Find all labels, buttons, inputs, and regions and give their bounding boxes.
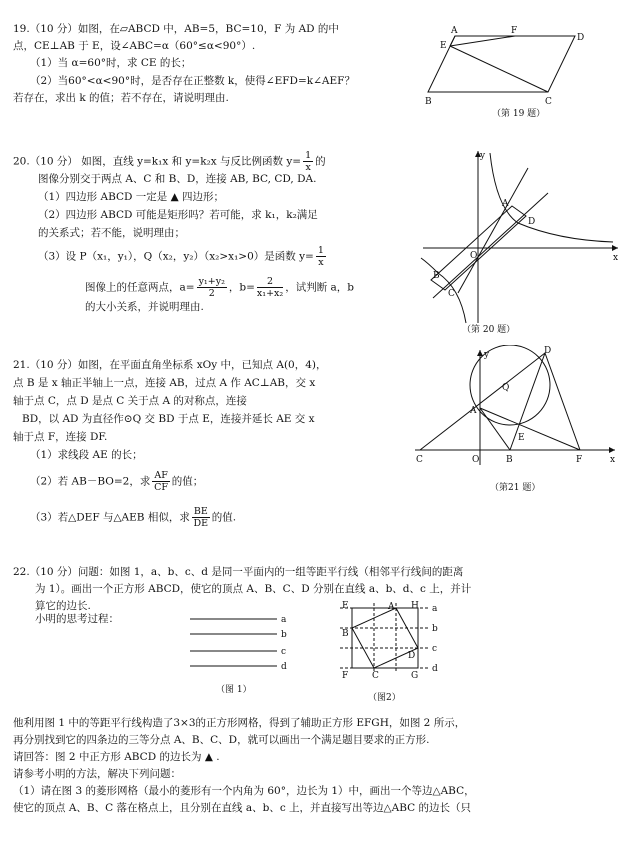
q20-frac-1: [303, 150, 313, 173]
q22-fig2-c: c: [432, 644, 438, 654]
q20-frac-2-den: x: [318, 257, 324, 268]
q20-line-6: [38, 245, 328, 268]
q20-frac-1-num: 1: [305, 150, 312, 161]
q20-frac-4: [257, 276, 283, 299]
q22-after-3: 请回答：图 2 中正方形 ABCD 的边长为 ▲ .: [13, 751, 220, 763]
q22-after-2: 再分别找到它的四条边的三等分点 A、B、C、D，就可以画出一个满足题目要求的正方形.: [13, 734, 430, 746]
q21-label-C: C: [416, 455, 423, 465]
q21-line-7-b: 的值；: [171, 475, 204, 488]
q22-fig2-C: C: [372, 671, 379, 680]
q21-line-2: 点 B 是 x 轴正半轴上一点，连接 AB，过点 A 作 AC⊥AB，交 x: [13, 377, 316, 389]
q20-label-D: D: [528, 217, 536, 227]
q20-label-O: O: [470, 251, 478, 261]
q21-frac-1-num: AF: [154, 470, 168, 481]
q20-line-7-a: 图像上的任意两点，a=: [85, 281, 195, 294]
q19-line-4: （2）当60°<α<90°时，是否存在正整数 k，使得∠EFD=k∠AEF？: [30, 75, 355, 87]
q21-frac-1: [152, 470, 169, 493]
q21-frac-2-num: BE: [193, 506, 208, 517]
q21-line-8-b: 的值.: [211, 511, 237, 524]
q22-line-3: 算它的边长.: [35, 600, 91, 612]
q22-fig1-c: c: [281, 647, 287, 657]
q19-label-F: F: [511, 26, 518, 36]
q21-label-F: F: [576, 455, 583, 465]
q19-caption: （第 19 题）: [492, 109, 546, 119]
q20-label-x: x: [613, 253, 619, 263]
q22-line-1: 22.（10 分）问题：如图 1，a、b、c、d 是同一平面内的一组等距平行线（相邻平行线间的距离: [13, 566, 464, 578]
q22-fig2: [330, 598, 445, 680]
q20-label-B: B: [433, 271, 440, 281]
q21-line-5: 轴于点 F，连接 DF.: [13, 431, 108, 443]
q20-line-7-b: ，b=: [228, 281, 255, 294]
q20-frac-3-num: y₁+y₂: [198, 276, 225, 287]
q22-after-1: 他利用图 1 中的等距平行线构造了3×3的正方形网格，得到了辅助正方形 EFGH，如图 2 所示，: [13, 717, 466, 729]
q21-caption: （第21 题）: [490, 483, 541, 493]
q22-fig2-D: D: [408, 651, 416, 661]
q22-fig2-G: G: [411, 671, 419, 680]
q20-line-7: [85, 276, 354, 299]
q20-line-3: （1）四边形 ABCD 一定是 ▲ 四边形；: [38, 191, 225, 203]
q20-line-1-end: 的: [315, 155, 326, 168]
q21-line-8: [30, 506, 236, 529]
q19-line-2: 点，CE⊥AB 于 E，设∠ABC=α（60°≤α<90°）.: [13, 40, 256, 52]
q21-label-O: O: [472, 455, 480, 465]
q20-label-y: y: [480, 151, 486, 161]
q21-line-1: 21.（10 分）如图，在平面直角坐标系 xOy 中，已知点 A(0，4)，: [13, 359, 327, 371]
q21-line-8-a: （3）若△DEF 与△AEB 相似，求: [30, 511, 190, 524]
q22-after-4: 请参考小明的方法，解决下列问题：: [13, 768, 181, 780]
q22-fig1: [185, 610, 295, 672]
q20-line-6-text: （3）设 P（x₁，y₁），Q（x₂，y₂）（x₂>x₁>0）是函数 y=: [38, 250, 314, 263]
q21-frac-2-den: DE: [193, 518, 209, 529]
q21-frac-2: [192, 506, 210, 529]
q22-fig1-a: a: [281, 615, 287, 625]
q21-line-7-a: （2）若 AB－BO=2，求: [30, 475, 151, 488]
q21-label-A: A: [470, 406, 477, 416]
q22-fig2-A: A: [388, 602, 395, 612]
q22-fig2-d: d: [432, 664, 438, 674]
q20-frac-4-den: x₁+x₂: [256, 288, 284, 299]
q22-fig2-E: E: [342, 601, 349, 611]
q20-label-C: C: [448, 289, 455, 299]
q20-line-4: （2）四边形 ABCD 可能是矩形吗？若可能，求 k₁，k₂满足: [38, 209, 318, 221]
q21-label-B: B: [506, 455, 513, 465]
q22-after-5: （1）请在图 3 的菱形网格（最小的菱形有一个内角为 60°，边长为 1）中，画出一个等边△ABC，: [13, 785, 475, 797]
q21-line-6: （1）求线段 AE 的长；: [30, 449, 143, 461]
q21-line-4: BD，以 AD 为直径作⊙Q 交 BD 于点 E，连接并延长 AE 交 x: [22, 413, 315, 425]
q20-line-5: 的关系式；若不能，说明理由；: [38, 227, 185, 239]
q20-frac-3-den: 2: [208, 288, 215, 299]
q22-fig2-F: F: [342, 671, 349, 680]
q20-frac-4-num: 2: [257, 276, 283, 288]
q20-caption: （第 20 题）: [462, 325, 516, 335]
q19-label-B: B: [425, 97, 432, 107]
q21-line-7: [30, 470, 203, 493]
q19-label-C: C: [545, 97, 552, 107]
q21-label-x: x: [610, 455, 616, 465]
q22-fig2-H: H: [411, 601, 419, 611]
q22-fig2-b: b: [432, 624, 438, 634]
q19-line-5: 若存在，求出 k 的值；若不存在，请说明理由.: [13, 92, 229, 104]
q20-label-A: A: [502, 199, 509, 209]
q19-label-E: E: [440, 41, 447, 51]
q20-line-7-c: ，试判断 a，b: [285, 281, 355, 294]
q20-frac-3: [197, 276, 227, 299]
q19-line-1: 19.（10 分）如图，在▱ABCD 中，AB=5，BC=10，F 为 AD 的中: [13, 23, 339, 35]
q22-line-4: 小明的思考过程：: [35, 613, 119, 625]
q19-label-A: A: [451, 26, 458, 36]
q20-line-8: 的大小关系，并说明理由.: [85, 301, 204, 313]
q20-frac-2-num: 1: [317, 245, 324, 256]
q19-label-D: D: [577, 33, 585, 43]
q22-fig2-B: B: [342, 629, 349, 639]
q22-fig1-caption: （图 1）: [216, 685, 252, 695]
q20-frac-1-den: x: [305, 162, 311, 173]
q21-figure: [410, 345, 620, 470]
q20-frac-2: [316, 245, 326, 268]
q20-line-2: 图像分别交于两点 A、C 和 B、D，连接 AB, BC, CD, DA.: [38, 173, 317, 185]
q22-line-2: 为 1）。画出一个正方形 ABCD，使它的顶点 A、B、C、D 分别在直线 a、b、d、c 上，并计: [35, 583, 472, 595]
q20-line-1-text: 20.（10 分） 如图，直线 y=k₁x 和 y=k₂x 与反比例函数 y=: [13, 155, 302, 168]
q21-label-y: y: [484, 350, 490, 360]
q20-line-1: [13, 150, 326, 173]
q22-fig2-caption: （图2）: [368, 693, 401, 703]
q22-after-6: 使它的顶点 A、B、C 落在格点上，且分别在直线 a、b、c 上，并直接写出等边△ABC 的边长（只: [13, 802, 471, 814]
q19-line-3: （1）当 α=60°时，求 CE 的长；: [30, 57, 192, 69]
q22-fig2-a: a: [432, 604, 438, 614]
q21-line-3: 轴于点 C，点 D 是点 C 关于点 A 的对称点，连接: [13, 395, 247, 407]
q21-label-Q: Q: [502, 383, 510, 393]
q20-figure: [418, 148, 623, 328]
q21-label-D: D: [544, 346, 552, 356]
q21-frac-1-den: CF: [154, 482, 168, 493]
q22-fig1-b: b: [281, 630, 287, 640]
q22-fig1-d: d: [281, 662, 287, 672]
q21-label-E: E: [518, 433, 525, 443]
